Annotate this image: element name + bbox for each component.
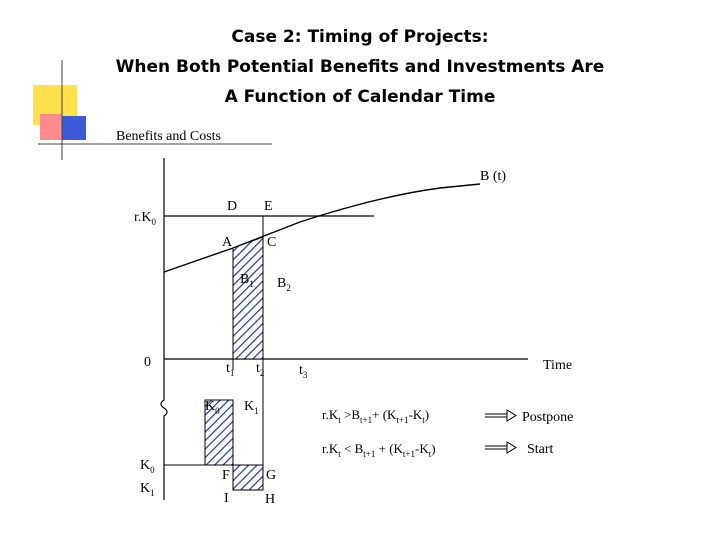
axis-break xyxy=(161,395,167,500)
area-b2-label: $B_2$ xyxy=(277,276,291,293)
rule-start-condition: $r.K_t < B_{t+1} + (K_{t+1}-K_t)$ xyxy=(322,441,436,459)
point-a-label: A xyxy=(222,235,233,250)
rk0-label: $r.K_0$ xyxy=(134,210,156,227)
point-e-label: E xyxy=(264,199,273,214)
area-b1-label: $B_1$ xyxy=(240,272,254,289)
origin-label: 0 xyxy=(144,355,151,370)
point-c-label: C xyxy=(267,235,277,250)
investment-k1-label: $K_1$ xyxy=(244,399,259,416)
title-line-2: When Both Potential Benefits and Investments Are xyxy=(115,57,605,77)
time-t3-label: $t_3$ xyxy=(299,363,308,380)
time-t2-label: $t_2$ xyxy=(256,361,265,378)
decorative-squares xyxy=(33,60,272,160)
deco-blue-square xyxy=(62,116,86,140)
point-g-label: G xyxy=(266,468,277,483)
lower-k0-label: $K_0$ xyxy=(140,458,155,475)
area-k-diff-hatched xyxy=(233,465,263,490)
curve-label-bt: B (t) xyxy=(480,169,507,184)
benefit-curve xyxy=(164,184,480,272)
deco-pink-square xyxy=(40,114,62,140)
point-i-label: I xyxy=(224,491,229,506)
axis-label-benefits-costs: Benefits and Costs xyxy=(116,129,221,144)
title-line-3: A Function of Calendar Time xyxy=(224,87,496,107)
point-f-label: F xyxy=(222,468,230,483)
point-h-label: H xyxy=(265,492,276,507)
lower-k1-label: $K_1$ xyxy=(140,481,155,498)
title-line-1: Case 2: Timing of Projects: xyxy=(231,27,489,47)
arrow-postpone-icon xyxy=(485,410,516,421)
x-axis-label-time: Time xyxy=(543,358,573,373)
area-b1-hatched xyxy=(233,237,263,359)
rule-start-decision: Start xyxy=(527,442,554,457)
point-d-label: D xyxy=(227,199,238,214)
rule-postpone-condition: $r.K_t >B_{t+1}+ (K_{t+1}-K_t)$ xyxy=(322,407,430,425)
arrow-start-icon xyxy=(485,442,516,453)
time-t1-label: $t_1$ xyxy=(226,361,235,378)
rule-postpone-decision: Postpone xyxy=(522,410,574,425)
investment-k0-label: $K_0$ xyxy=(205,399,220,416)
